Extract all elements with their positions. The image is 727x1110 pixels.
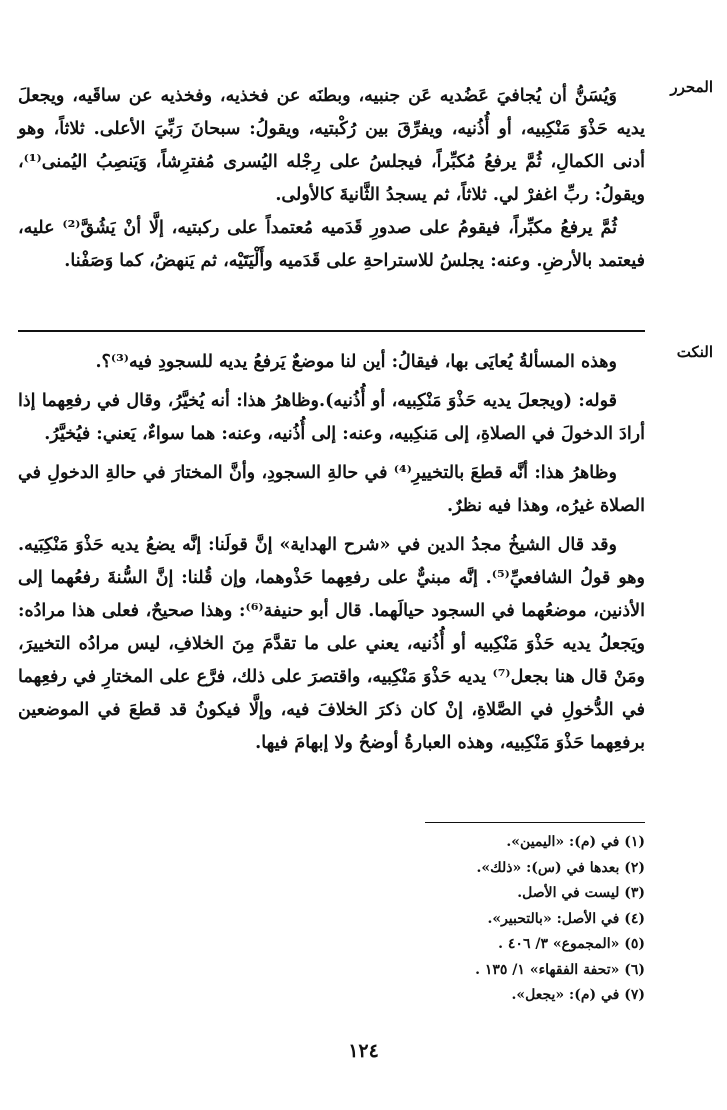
- nukat-paragraph-2: قوله: (ويجعلَ يديه حَذْوَ مَنْكِبيه، أو أُذُنيه).وظاهرُ هذا: أنه يُخيَّرُ، وقال في رفعِهما إذا أرادَ الدخولَ في الصلاةِ، إلى مَنكِبيه، وعنه: إلى أُذُنيه، وعنه: هما سواءٌ، يَعني: فيُخيَّرُ.: [18, 391, 645, 444]
- footnote-3: (٣) ليست في الأصل.: [517, 885, 645, 901]
- muharrar-text: [18, 80, 645, 278]
- footnote-4: (٤) في الأصل: «بالتحبير».: [487, 910, 645, 927]
- footnote-divider: [425, 822, 645, 823]
- muharrar-paragraph-2: ثُمَّ يرفعُ مكبِّراً، فيقومُ على صدورِ قَدَميه مُعتمداً على ركبتيه، إلَّا أنْ يَشُقَّ⁽²⁾ عليه، فيعتمد بالأرضِ. وعنه: يجلسُ للاستراحةِ على قَدَميه وأَلْيَتَيْه، ثم يَنهضُ، كما وَصَفْنا.: [18, 218, 645, 271]
- page-number: ١٢٤: [348, 1040, 379, 1062]
- footnote-2: (٢) بعدها في (س): «ذلك».: [476, 859, 645, 876]
- nukat-paragraph-1: وهذه المسألةُ يُعايَى بها، فيقالُ: أين لنا موضعٌ يَرفعُ يديه للسجودِ فيه⁽³⁾؟.: [95, 352, 617, 372]
- muharrar-paragraph-1: وَيُسَنُّ أن يُجافيَ عَضُديه عَن جنبيه، وبطنَه عن فخذيه، وفخذيه عن ساقَيه، ويجعلَ يديه حَذْوَ مَنْكِبيه، أو أُذُنيه، ويفرِّقَ بين رُكْبتيه، ويقولُ: سبحانَ رَبِّيَ الأعلى. ثلاثاً، وهو أدنى الكمالِ، ثُمَّ يرفعُ مُكبِّراً، فيجلسُ على رِجْله اليُسرى مُفترِشاً، وَيَنصِبُ اليُمنى⁽¹⁾، ويقولُ: ربِّ اغفرْ لي. ثلاثاً، ثم يسجدُ الثَّانيةَ كالأولى.: [18, 86, 645, 205]
- footnote-6: (٦) «تحفة الفقهاء» ١/ ١٣٥ .: [475, 961, 645, 978]
- section-divider: [18, 330, 645, 332]
- footnote-7: (٧) في (م): «يجعل».: [511, 987, 645, 1003]
- label-nukat: النكت: [676, 343, 713, 361]
- nukat-text: [18, 346, 645, 760]
- nukat-paragraph-4: وقد قال الشيخُ مجدُ الدين في «شرح الهداية» إنَّ قولَنا: إنَّه يضعُ يديه حَذْوَ مَنْكِبَيه. وهو قولُ الشافعيِّ⁽⁵⁾. إنَّه مبنيٌّ على رفعِهما حَذْوهما، وإن قُلنا: إنَّ السُّنةَ رفعُهما إلى الأذنين، موضعُهما في السجود حيالَهما. قال أبو حنيفة⁽⁶⁾: وهذا صحيحٌ، فعلى هذا مرادُه: ويَجعلُ يديه حَذْوَ مَنْكِبيه أو أُذُنيه، يعني على ما تقدَّمَ مِنَ الخلافِ، ليس مرادُه التخييرَ، ومَنْ قال هنا بجعل⁽⁷⁾ يديه حَذْوَ مَنْكِبيه، واقتصرَ على ذلك، فرَّع على المختارِ في رفعِهما في الدُّخولِ في الصَّلاةِ، إنْ كان ذكرَ الخلافَ فيه، وإلَّا فيكونُ قد قطعَ في الموضعين برفعِهما حَذْوَ مَنْكِبيه، وهذه العبارةُ أوضحُ ولا إبهامَ فيها.: [18, 535, 645, 753]
- footnote-5: (٥) «المجموع» ٣/ ٤٠٦ .: [498, 936, 645, 952]
- footnote-1: (١) في (م): «اليمين».: [506, 834, 645, 850]
- footnotes: [240, 830, 645, 1009]
- label-muharrar: المحرر: [670, 78, 713, 96]
- nukat-paragraph-3: وظاهرُ هذا: أنَّه قطعَ بالتخييرِ⁽⁴⁾ في حالةِ السجودِ، وأنَّ المختارَ في حالةِ الدخولِ في الصلاة غيرُه، وهذا فيه نظرٌ.: [18, 463, 645, 516]
